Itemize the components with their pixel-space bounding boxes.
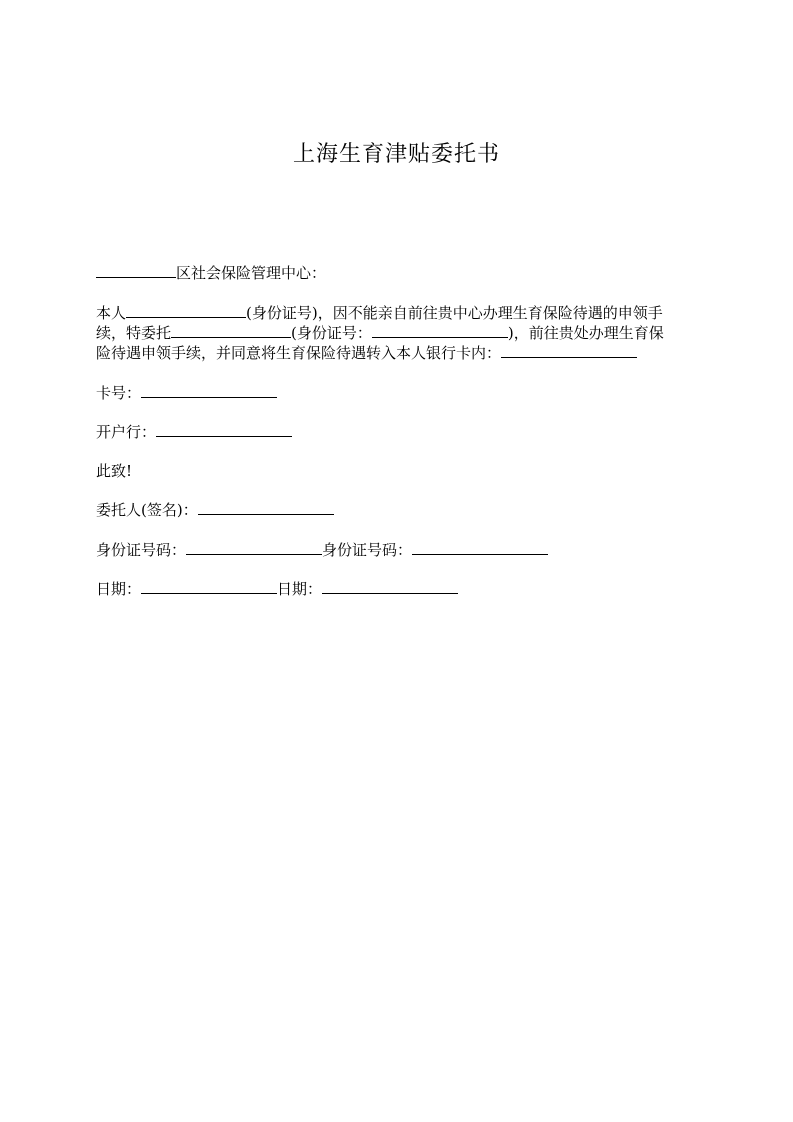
signature-line <box>96 500 334 520</box>
signature-blank[interactable] <box>198 500 334 515</box>
agent-id-blank[interactable] <box>372 323 508 338</box>
id-label-principal: 身份证号码： <box>96 541 187 559</box>
closing-line <box>96 462 132 481</box>
body-row-3 <box>96 343 706 363</box>
date-blank-agent[interactable] <box>322 579 458 594</box>
bank-card-blank[interactable] <box>501 343 637 358</box>
page-title: 上海生育津贴委托书 <box>292 142 500 167</box>
principal-name-blank[interactable] <box>126 303 246 318</box>
addressee-text: 区社会保险管理中心： <box>176 264 327 282</box>
card-number-label: 卡号： <box>96 384 142 402</box>
body-part1-mid: (身份证号)，因不能亲自前往贵中心办理生育保险待遇的申领手 <box>246 304 663 322</box>
body-part2-mid: (身份证号： <box>291 324 372 342</box>
body-row-2 <box>96 323 706 343</box>
id-blank-agent[interactable] <box>412 540 548 555</box>
id-blank-principal[interactable] <box>186 540 322 555</box>
addressee-line <box>96 263 326 283</box>
date-line <box>96 579 458 599</box>
body-part2-suffix: )，前往贵处办理生育保 <box>507 324 664 342</box>
signature-label: 委托人(签名)： <box>96 501 198 519</box>
bank-label: 开户行： <box>96 423 157 441</box>
id-label-agent: 身份证号码： <box>322 541 413 559</box>
card-number-line <box>96 383 277 403</box>
bank-blank[interactable] <box>156 422 292 437</box>
bank-line <box>96 422 292 442</box>
body-part3: 险待遇申领手续，并同意将生育保险待遇转入本人银行卡内： <box>96 344 502 362</box>
date-blank-principal[interactable] <box>141 579 277 594</box>
closing-text: 此致! <box>96 462 133 480</box>
id-number-line <box>96 540 548 560</box>
body-part2-prefix: 续，特委托 <box>96 324 172 342</box>
body-part1-prefix: 本人 <box>96 304 127 322</box>
body-row-1 <box>96 303 706 323</box>
agent-name-blank[interactable] <box>171 323 291 338</box>
date-label-agent: 日期： <box>277 580 323 598</box>
district-blank[interactable] <box>96 263 176 278</box>
body-paragraph <box>96 303 706 363</box>
card-number-blank[interactable] <box>141 383 277 398</box>
date-label-principal: 日期： <box>96 580 142 598</box>
